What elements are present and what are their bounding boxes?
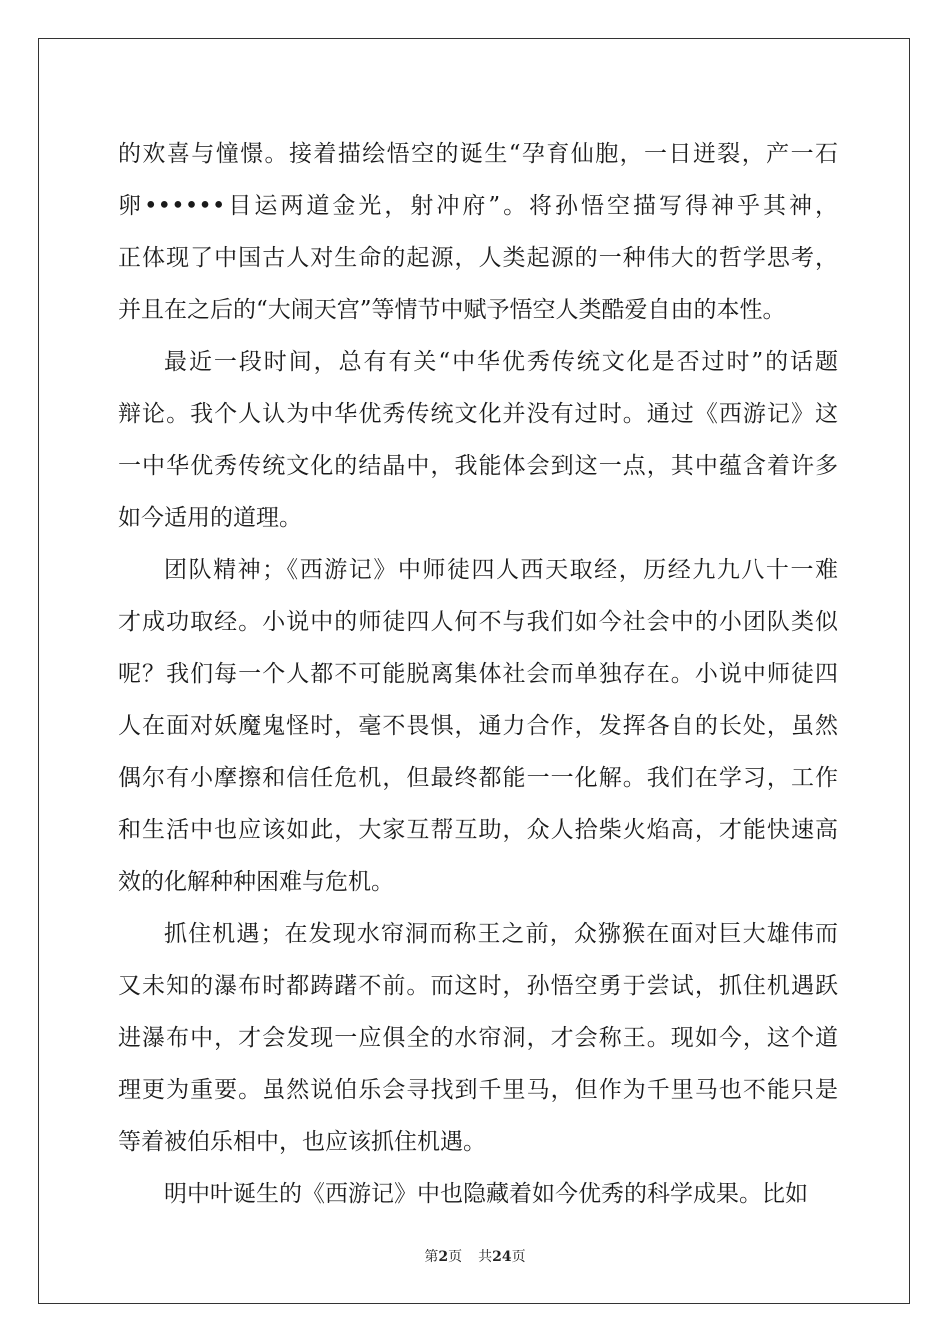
page-suffix: 页 [448,1249,463,1265]
text-line: 明中叶诞生的《西游记》中也隐藏着如今优秀的科学成果。比如 [164,1181,808,1207]
text-line: 一中华优秀传统文化的结晶中，我能体会到这一点，其中蕴含着许多 [118,453,838,479]
text-line: 呢？我们每一个人都不可能脱离集体社会而单独存在。小说中师徒四 [118,661,838,687]
text-line: 又未知的瀑布时都踌躇不前。而这时，孙悟空勇于尝试，抓住机遇跃 [118,973,838,999]
text-line: 人在面对妖魔鬼怪时，毫不畏惧，通力合作，发挥各自的长处，虽然 [118,713,838,739]
page-footer [0,1246,950,1266]
total-suffix: 页 [511,1249,526,1265]
page-prefix: 第 [424,1249,439,1265]
paragraph [118,128,838,336]
paragraph [118,1168,838,1220]
document-body [118,128,838,1220]
total-prefix: 共 [478,1249,493,1265]
text-line: 并且在之后的“大闹天宫”等情节中赋予悟空人类酷爱自由的本性。 [118,297,786,323]
text-line: 最近一段时间，总有有关“中华优秀传统文化是否过时”的话题 [164,349,838,375]
text-line: 理更为重要。虽然说伯乐会寻找到千里马，但作为千里马也不能只是 [118,1077,838,1103]
text-line: 卵••••••目运两道金光，射冲府”。将孙悟空描写得神乎其神， [118,193,838,219]
text-line: 偶尔有小摩擦和信任危机，但最终都能一一化解。我们在学习，工作 [118,765,838,791]
page-number: 2 [438,1249,449,1265]
text-line: 辩论。我个人认为中华优秀传统文化并没有过时。通过《西游记》这 [118,401,838,427]
paragraph [118,544,838,908]
paragraph [118,336,838,544]
text-line: 抓住机遇；在发现水帘洞而称王之前，众猕猴在面对巨大雄伟而 [164,921,838,947]
text-line: 如今适用的道理。 [118,505,302,531]
paragraph [118,908,838,1168]
text-line: 和生活中也应该如此，大家互帮互助，众人拾柴火焰高，才能快速高 [118,817,838,843]
text-line: 才成功取经。小说中的师徒四人何不与我们如今社会中的小团队类似 [118,609,838,635]
text-line: 进瀑布中，才会发现一应俱全的水帘洞，才会称王。现如今，这个道 [118,1025,838,1051]
total-pages: 24 [492,1249,512,1265]
text-line: 团队精神；《西游记》中师徒四人西天取经，历经九九八十一难 [164,557,838,583]
text-line: 效的化解种种困难与危机。 [118,869,394,895]
text-line: 正体现了中国古人对生命的起源，人类起源的一种伟大的哲学思考， [118,245,838,271]
text-line: 等着被伯乐相中，也应该抓住机遇。 [118,1129,486,1155]
text-line: 的欢喜与憧憬。接着描绘悟空的诞生“孕育仙胞，一日迸裂，产一石 [118,141,838,167]
